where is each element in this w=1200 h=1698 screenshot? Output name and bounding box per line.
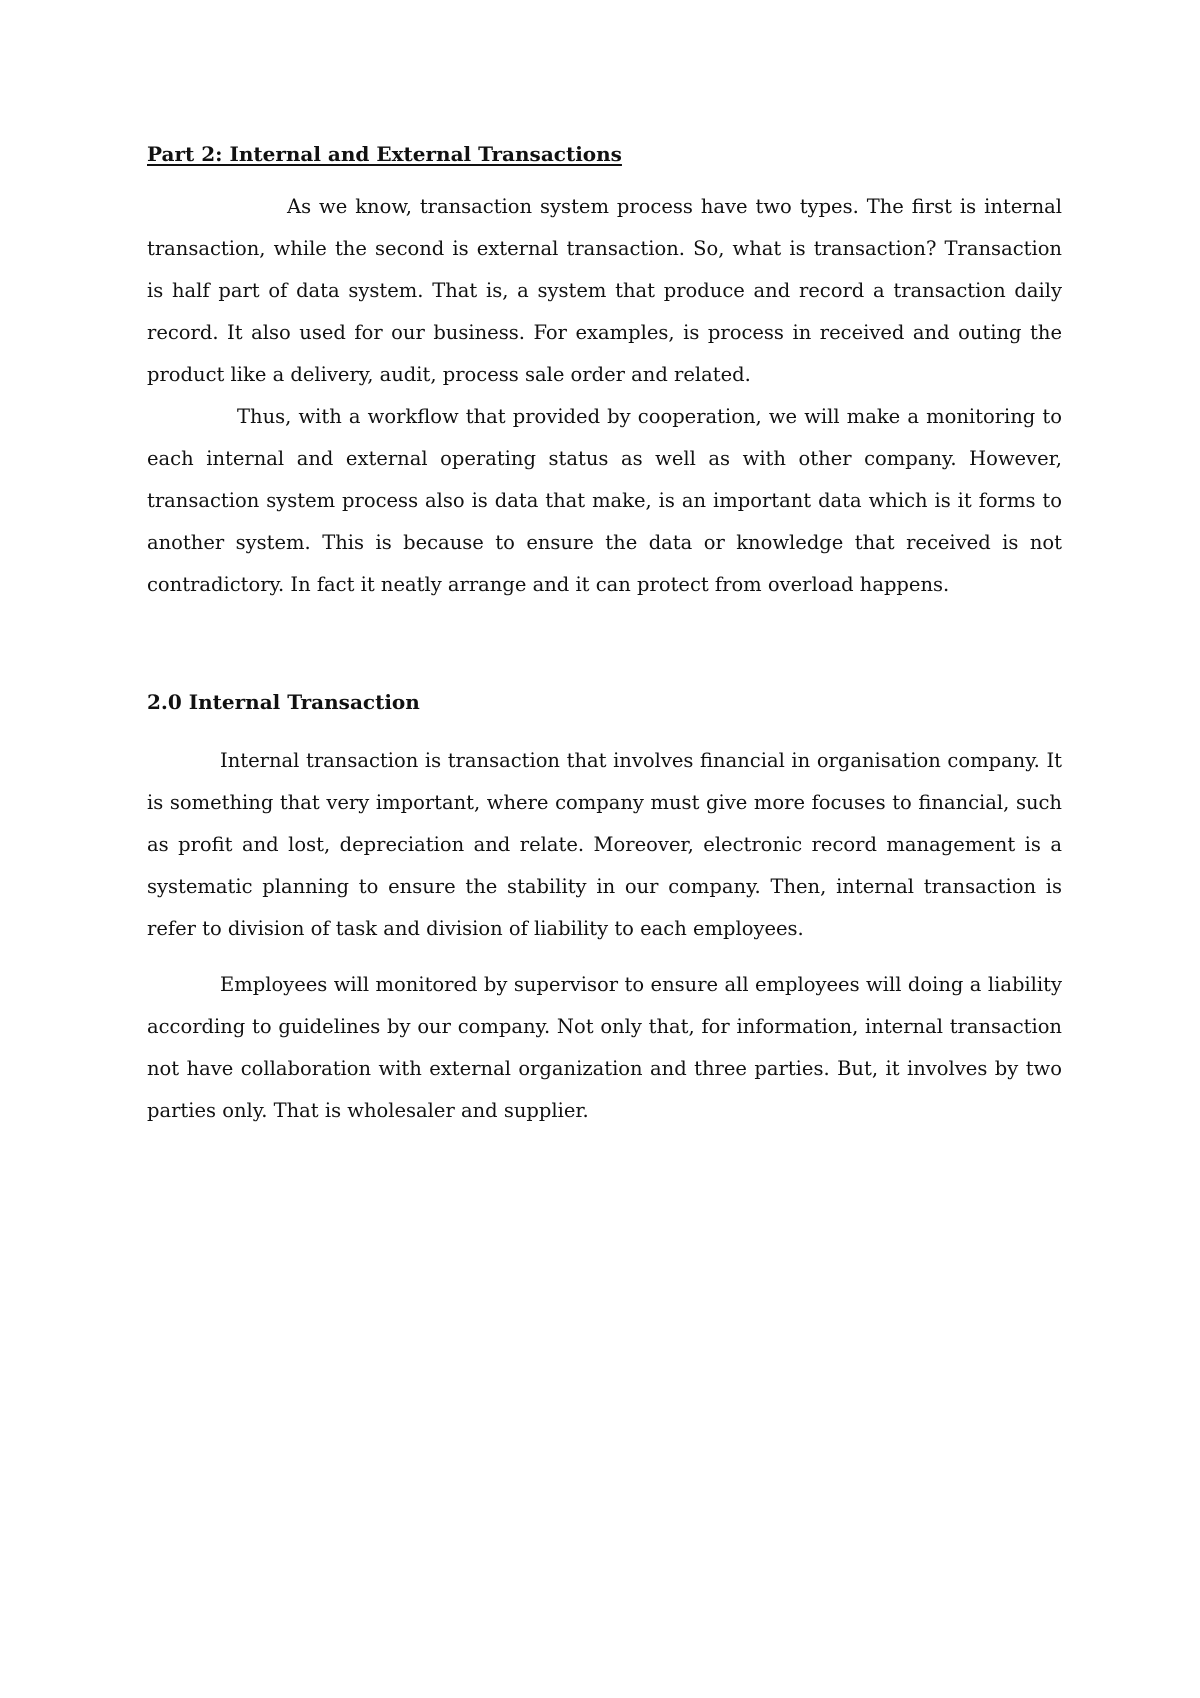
document-body (147, 140, 1062, 1132)
intro-paragraph-1: As we know, transaction system process have two types. The first is internal transaction, while the second is external transaction. So, what is transaction? Transaction is half part of data system. That is, a system that produce and record a transaction daily record. It also used for our business. For examples, is process in received and outing the product like a delivery, audit, process sale order and related. (147, 195, 1062, 386)
part-heading: Part 2: Internal and External Transactions (147, 142, 622, 166)
section-paragraph-2: Employees will monitored by supervisor to ensure all employees will doing a liability according to guidelines by our company. Not only that, for information, internal transaction not have collaboration with external organization and three parties. But, it involves by two parties only. That is wholesaler and supplier. (147, 973, 1062, 1122)
section-heading: 2.0 Internal Transaction (147, 690, 420, 714)
intro-paragraph-2: Thus, with a workflow that provided by cooperation, we will make a monitoring to each internal and external operating status as well as with other company. However, transaction system process also is data that make, is an important data which is it forms to another system. This is because to ensure the data or knowledge that received is not contradictory. In fact it neatly arrange and it can protect from overload happens. (147, 405, 1062, 596)
section-paragraph-1: Internal transaction is transaction that involves financial in organisation company. It is something that very important, where company must give more focuses to financial, such as profit and lost, depreciation and relate. Moreover, electronic record management is a systematic planning to ensure the stability in our company. Then, internal transaction is refer to division of task and division of liability to each employees. (147, 749, 1062, 940)
